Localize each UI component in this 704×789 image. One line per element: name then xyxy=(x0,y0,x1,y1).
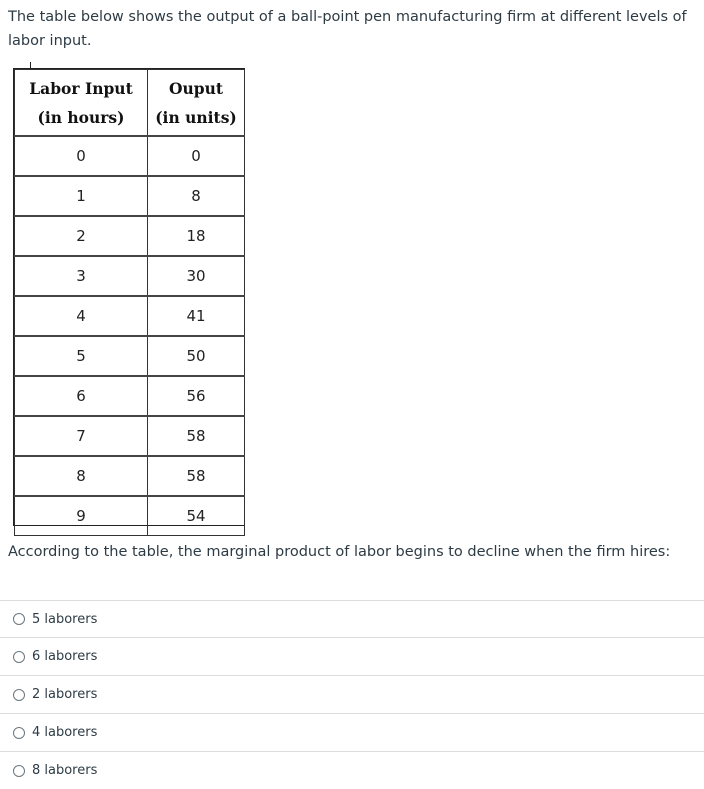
answer-option-label[interactable]: 5 laborers xyxy=(32,611,98,627)
answer-option-label[interactable]: 4 laborers xyxy=(32,725,98,740)
table-row xyxy=(15,456,245,496)
production-table xyxy=(14,69,245,536)
answer-option-label[interactable]: 8 laborers xyxy=(32,763,98,778)
table-row xyxy=(15,376,245,416)
table-row xyxy=(15,296,245,336)
answer-option-5-laborers[interactable] xyxy=(0,600,704,637)
answer-option-label[interactable]: 2 laborers xyxy=(32,687,98,702)
header-labor-input xyxy=(15,70,148,137)
radio-unchecked-icon[interactable] xyxy=(13,689,25,701)
output-cell: 50 xyxy=(148,336,245,376)
table-row xyxy=(15,416,245,456)
answer-option-label[interactable]: 6 laborers xyxy=(32,649,98,664)
answer-option-2-laborers[interactable] xyxy=(0,675,704,713)
header-labor-input-line2: (in hours) xyxy=(37,107,125,127)
table-header-row xyxy=(15,70,245,137)
table-row xyxy=(15,496,245,536)
answer-option-6-laborers[interactable] xyxy=(0,637,704,675)
table-row xyxy=(15,216,245,256)
question-prompt: According to the table, the marginal product of labor begins to decline when the firm hires: xyxy=(8,544,671,560)
answer-option-8-laborers[interactable] xyxy=(0,751,704,789)
output-cell: 58 xyxy=(148,456,245,496)
output-cell: 54 xyxy=(148,496,245,536)
labor-cell: 4 xyxy=(15,296,148,336)
labor-cell: 6 xyxy=(15,376,148,416)
output-cell: 18 xyxy=(148,216,245,256)
header-output-line2: (in units) xyxy=(155,107,237,127)
output-cell: 0 xyxy=(148,136,245,176)
labor-cell: 7 xyxy=(15,416,148,456)
labor-cell: 8 xyxy=(15,456,148,496)
output-cell: 8 xyxy=(148,176,245,216)
labor-cell: 9 xyxy=(15,496,148,536)
answer-option-4-laborers[interactable] xyxy=(0,713,704,751)
labor-cell: 0 xyxy=(15,136,148,176)
output-cell: 30 xyxy=(148,256,245,296)
header-output-line1: Ouput xyxy=(168,78,224,98)
answer-options xyxy=(0,600,704,789)
output-cell: 56 xyxy=(148,376,245,416)
header-output xyxy=(148,70,245,137)
labor-cell: 1 xyxy=(15,176,148,216)
radio-unchecked-icon[interactable] xyxy=(13,765,25,777)
labor-cell: 3 xyxy=(15,256,148,296)
radio-unchecked-icon[interactable] xyxy=(13,727,25,739)
output-cell: 41 xyxy=(148,296,245,336)
labor-cell: 2 xyxy=(15,216,148,256)
production-table-container xyxy=(13,68,245,526)
table-row xyxy=(15,256,245,296)
question-intro: The table below shows the output of a ball-point pen manufacturing firm at different levels of labor input. xyxy=(8,9,687,49)
header-labor-input-line1: Labor Input xyxy=(29,78,133,98)
output-cell: 58 xyxy=(148,416,245,456)
table-row xyxy=(15,336,245,376)
labor-cell: 5 xyxy=(15,336,148,376)
radio-unchecked-icon[interactable] xyxy=(13,613,25,625)
table-row xyxy=(15,136,245,176)
table-row xyxy=(15,176,245,216)
radio-unchecked-icon[interactable] xyxy=(13,651,25,663)
